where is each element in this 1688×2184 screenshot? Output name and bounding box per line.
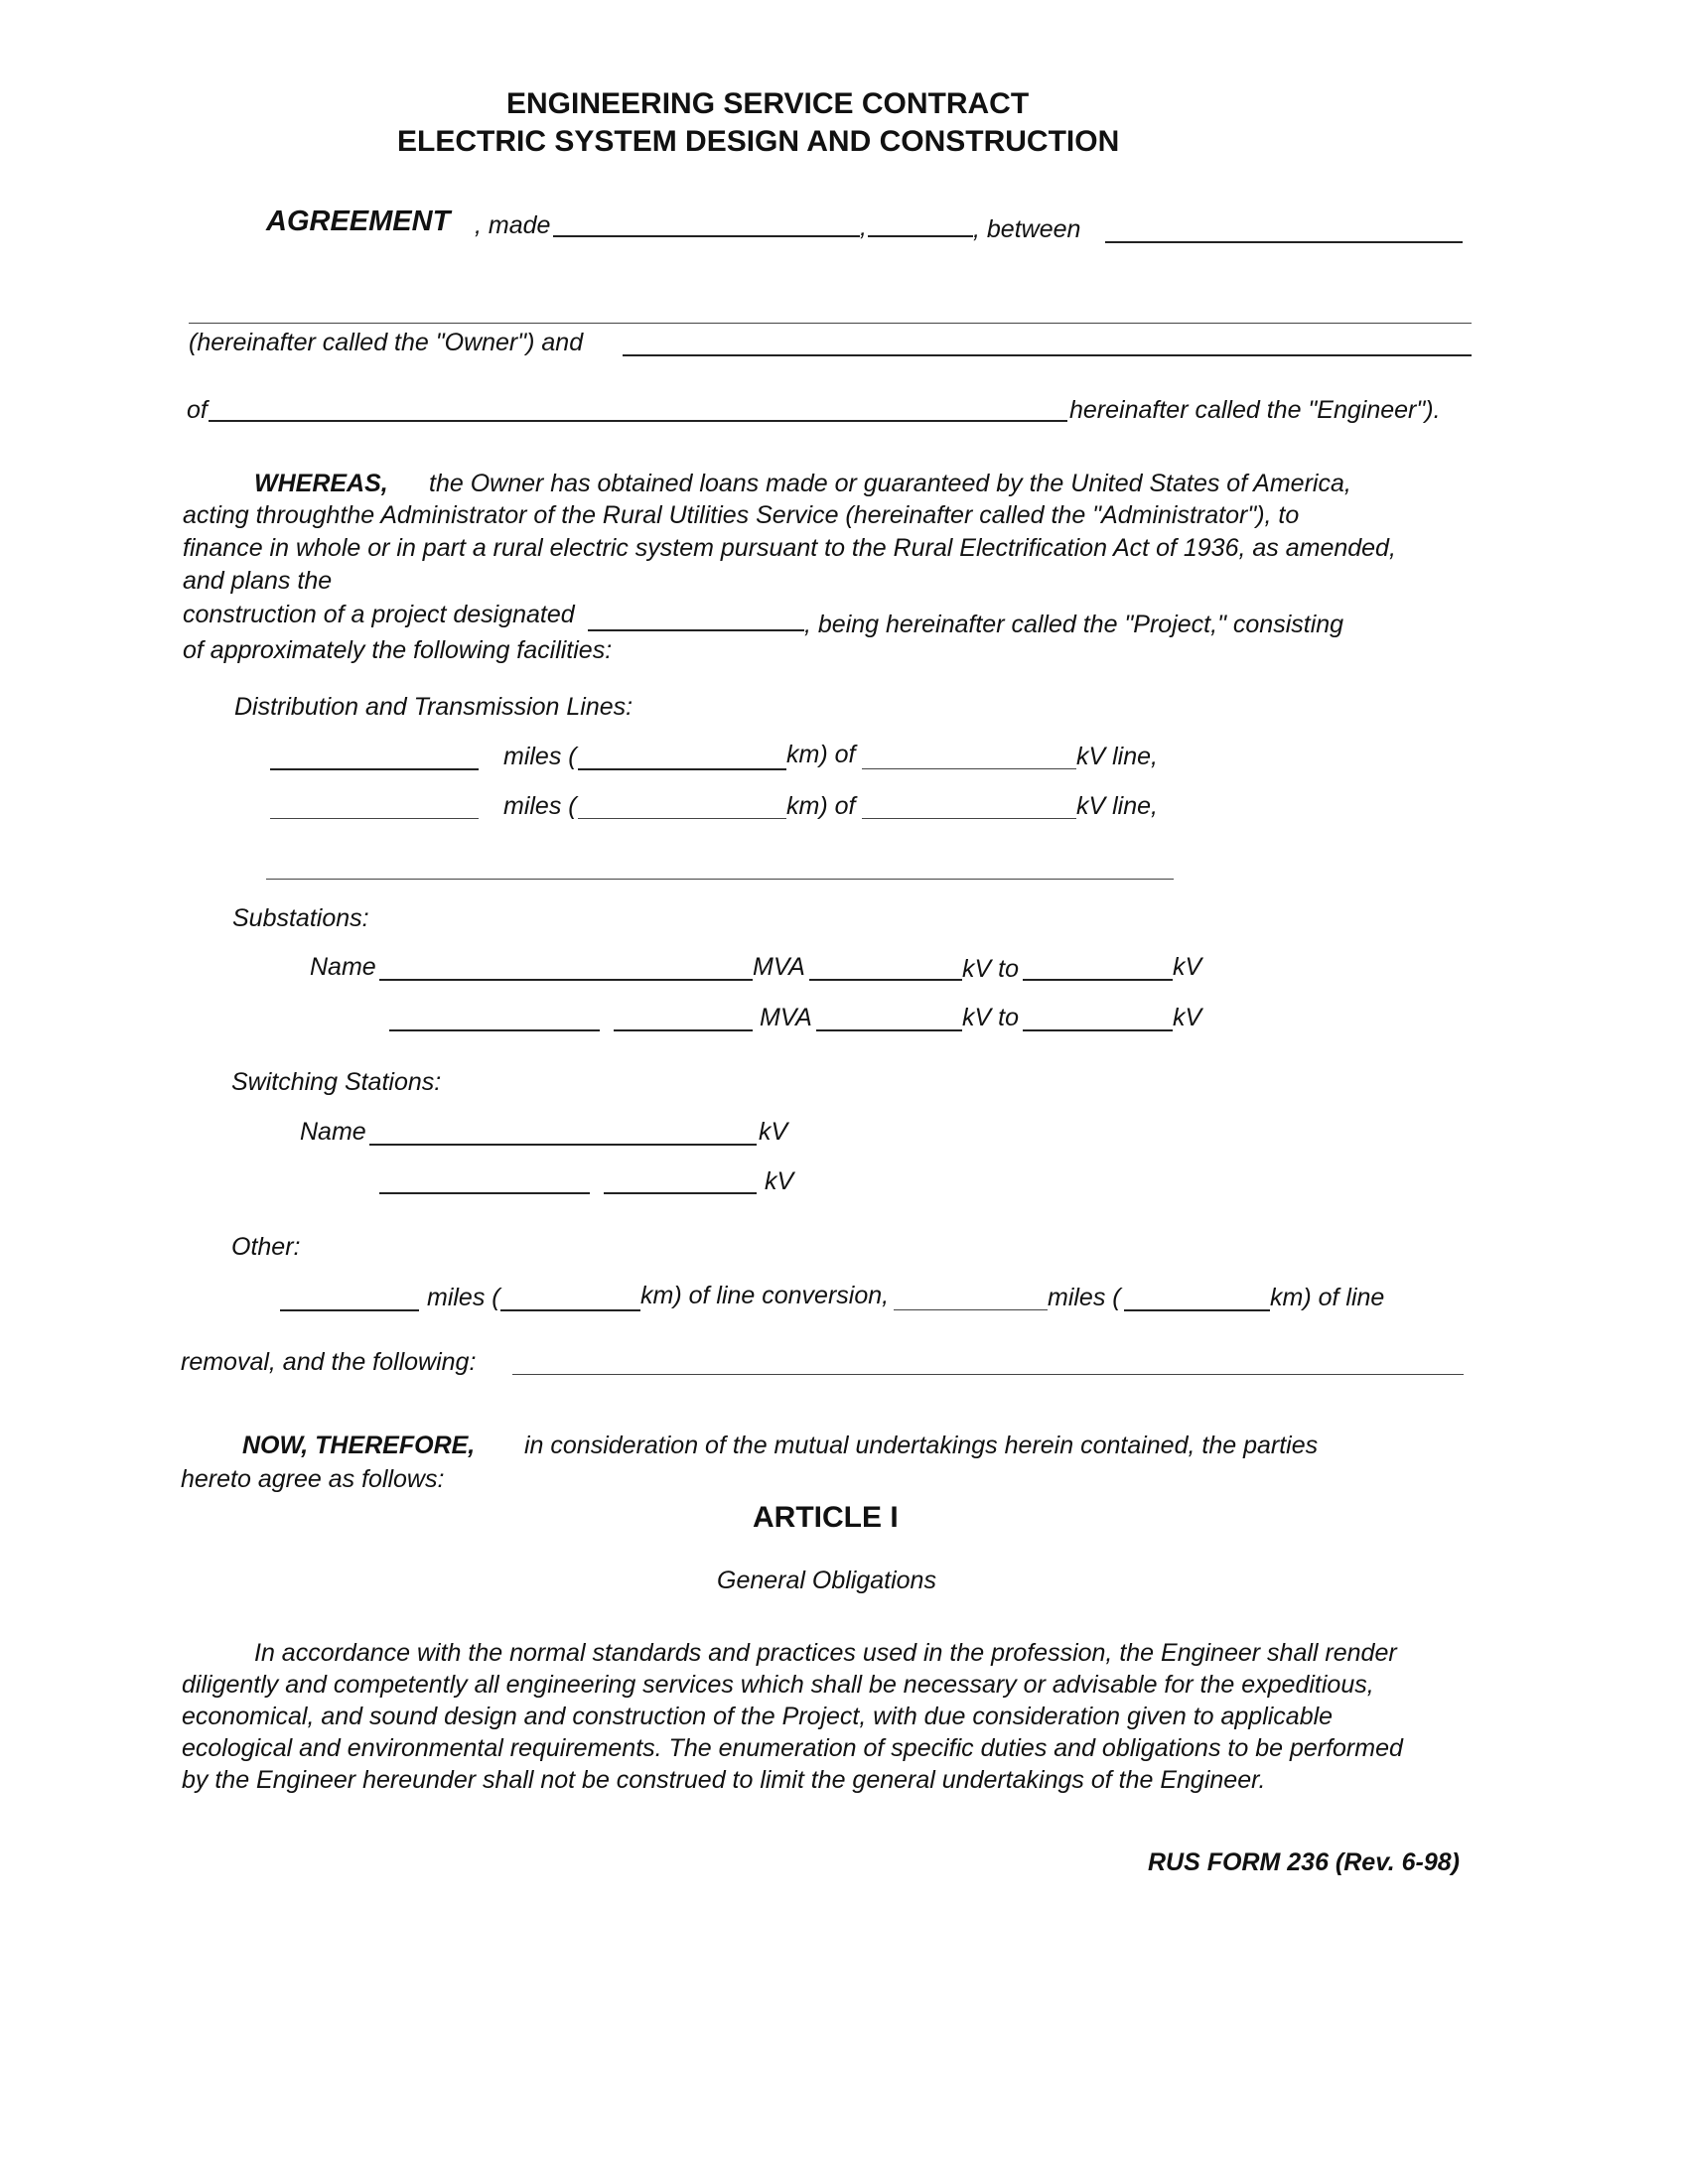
removal-km-field[interactable] [1124,1309,1270,1311]
engineer-address-field[interactable] [209,420,1067,422]
kv-to-label-1: kV to [962,955,1019,983]
comma: , [860,213,867,241]
substation-mva-field-2[interactable] [614,1029,753,1031]
switching-name-field-1[interactable] [369,1144,757,1146]
following-field[interactable] [512,1374,1464,1375]
km-field-2[interactable] [578,818,786,819]
article-subtitle: General Obligations [717,1567,936,1594]
miles-label-2: miles ( [503,792,577,820]
owner-name-field[interactable] [1105,241,1463,243]
whereas-line-2: acting throughthe Administrator of the Rural Utilities Service (hereinafter called the "Administrator"), to [183,501,1300,529]
kv-from-field-1[interactable] [809,979,962,981]
whereas-line-6: of approximately the following facilities: [183,636,613,664]
conversion-miles-label: miles ( [427,1284,500,1311]
made-label: , made [475,211,551,239]
project-designation-field[interactable] [588,629,804,631]
conversion-km-field[interactable] [500,1309,640,1311]
article-para-line-5: by the Engineer hereunder shall not be construed to limit the general undertakings of the Engineer. [182,1766,1266,1794]
title-line-1: ENGINEERING SERVICE CONTRACT [506,87,1030,120]
engineer-name-field[interactable] [623,354,1472,356]
removal-label: removal, and the following: [181,1348,477,1376]
title-line-2: ELECTRIC SYSTEM DESIGN AND CONSTRUCTION [397,125,1120,158]
kv-to-field-1[interactable] [1023,979,1173,981]
dist-heading: Distribution and Transmission Lines: [234,693,633,721]
km-of-label-1: km) of [786,741,856,768]
substation-name-label: Name [310,953,376,981]
year-field[interactable] [868,235,973,237]
form-number: RUS FORM 236 (Rev. 6-98) [1148,1848,1460,1876]
conversion-miles-field[interactable] [280,1309,419,1311]
switching-name-label: Name [300,1118,366,1146]
kv-field-2[interactable] [862,818,1076,819]
owner-text: (hereinafter called the "Owner") and [189,329,584,356]
miles-label-1: miles ( [503,743,577,770]
of-label: of [187,396,208,424]
switching-name-field-2[interactable] [379,1192,590,1194]
kv-label-2: kV [1173,1004,1202,1031]
now-therefore-line-2: hereto agree as follows: [181,1465,445,1493]
date-field[interactable] [553,235,860,237]
miles-field-2[interactable] [270,818,479,819]
switching-kv-label-1: kV [759,1118,788,1146]
mva-label-1: MVA [753,953,805,981]
now-therefore-line-1: in consideration of the mutual undertakings herein contained, the parties [524,1432,1319,1459]
conversion-label: km) of line conversion, [640,1282,890,1309]
substation-mva-field-1[interactable] [600,979,753,981]
km-of-label-2: km) of [786,792,856,820]
substations-heading: Substations: [232,904,369,932]
article-title: ARTICLE I [753,1501,899,1534]
kv-line-label-2: kV line, [1076,792,1158,820]
kv-line-label-1: kV line, [1076,743,1158,770]
other-heading: Other: [231,1233,301,1261]
whereas-line-5: construction of a project designated [183,601,575,628]
article-para-line-1: In accordance with the normal standards and practices used in the profession, the Engineer shall render [254,1639,1397,1667]
substation-name-field-2[interactable] [389,1029,600,1031]
miles-field-1[interactable] [270,768,479,770]
substation-name-field-1[interactable] [379,979,600,981]
switching-kv-field-2[interactable] [604,1192,757,1194]
whereas-line-1: the Owner has obtained loans made or guaranteed by the United States of America, [429,470,1351,497]
owner-address-line[interactable] [189,323,1472,324]
switching-kv-label-2: kV [765,1167,794,1195]
kv-from-field-2[interactable] [816,1029,962,1031]
extra-line-field[interactable] [266,879,1174,880]
kv-to-field-2[interactable] [1023,1029,1173,1031]
removal-km-label: km) of line [1270,1284,1385,1311]
whereas-line-3: finance in whole or in part a rural electric system pursuant to the Rural Electrification Act of 1936, as amended, [183,534,1396,562]
kv-to-label-2: kV to [962,1004,1019,1031]
whereas-line-4: and plans the [183,567,333,595]
kv-label-1: kV [1173,953,1202,981]
between-label: , between [973,215,1081,243]
article-para-line-2: diligently and competently all engineering services which shall be necessary or advisable for the expeditious, [182,1671,1374,1699]
whereas-line-5b: , being hereinafter called the "Project," consisting [804,611,1344,638]
switching-heading: Switching Stations: [231,1068,442,1096]
article-para-line-4: ecological and environmental requirements. The enumeration of specific duties and obligations to be performed [182,1734,1403,1762]
article-para-line-3: economical, and sound design and construction of the Project, with due consideration given to applicable [182,1703,1334,1730]
kv-field-1[interactable] [862,768,1076,769]
whereas-label: WHEREAS, [254,470,388,497]
now-therefore-label: NOW, THEREFORE, [242,1432,476,1459]
km-field-1[interactable] [578,768,786,770]
removal-miles-label: miles ( [1048,1284,1121,1311]
removal-miles-field[interactable] [894,1309,1048,1310]
mva-label-2: MVA [760,1004,812,1031]
engineer-text: hereinafter called the "Engineer"). [1069,396,1441,424]
agreement-label: AGREEMENT [266,205,451,237]
